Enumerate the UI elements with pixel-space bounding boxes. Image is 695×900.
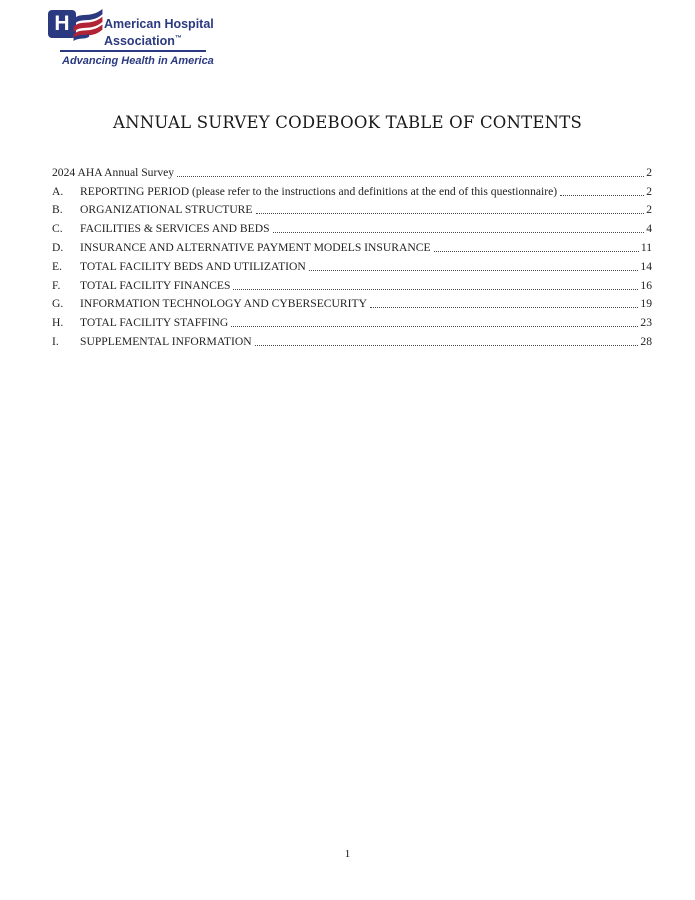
toc-entry-prefix: I. (52, 334, 59, 348)
toc-entry[interactable] (52, 274, 652, 293)
toc-entry-label: ORGANIZATIONAL STRUCTURE (80, 203, 253, 217)
toc-dot-leader (309, 270, 639, 271)
footer-page-number: 1 (344, 848, 351, 860)
toc-entry-page: 28 (640, 334, 652, 348)
toc-dot-leader (231, 326, 638, 327)
toc-entry-label: SUPPLEMENTAL INFORMATION (80, 334, 252, 348)
toc-entry-prefix: C. (52, 222, 63, 236)
toc-entry-prefix: F. (52, 278, 61, 292)
toc-entry[interactable] (52, 255, 652, 274)
logo-tagline: Advancing Health in America (62, 55, 214, 67)
table-of-contents (52, 161, 652, 349)
toc-entry-prefix: G. (52, 297, 64, 311)
toc-dot-leader (273, 232, 645, 233)
toc-dot-leader (560, 195, 644, 196)
toc-entry-page: 2 (646, 203, 652, 217)
aha-logo (48, 8, 248, 70)
toc-entry-label: TOTAL FACILITY STAFFING (80, 316, 229, 330)
toc-entry-prefix: H. (52, 316, 64, 330)
toc-entry[interactable] (52, 236, 652, 255)
toc-entry-page: 14 (640, 259, 652, 273)
toc-entry[interactable] (52, 217, 652, 236)
toc-entry[interactable] (52, 199, 652, 218)
logo-divider (60, 50, 206, 52)
toc-entry-prefix: E. (52, 259, 62, 273)
page-title: ANNUAL SURVEY CODEBOOK TABLE OF CONTENTS (113, 113, 582, 132)
aha-h-letter: H (54, 11, 70, 35)
toc-entry[interactable] (52, 293, 652, 312)
toc-entry-prefix: D. (52, 240, 64, 254)
toc-entry-label: TOTAL FACILITY BEDS AND UTILIZATION (80, 259, 306, 273)
toc-entry-page: 4 (646, 222, 652, 236)
toc-dot-leader (256, 213, 645, 214)
toc-dot-leader (255, 345, 639, 346)
toc-entry[interactable] (52, 330, 652, 349)
logo-name-line2: Association™ (104, 33, 182, 48)
toc-entry-label: FACILITIES & SERVICES AND BEDS (80, 222, 270, 236)
toc-dot-leader (434, 251, 639, 252)
toc-entry-page: 2 (646, 184, 652, 198)
logo-name-line1: American Hospital (104, 17, 214, 31)
toc-entry-label: INSURANCE AND ALTERNATIVE PAYMENT MODELS INSURANCE (80, 240, 431, 254)
toc-entry[interactable] (52, 161, 652, 180)
toc-dot-leader (233, 289, 638, 290)
toc-entry-label: REPORTING PERIOD (please refer to the instructions and definitions at the end of this questionnaire) (80, 184, 558, 198)
toc-entry[interactable] (52, 311, 652, 330)
toc-entry-page: 23 (640, 316, 652, 330)
toc-entry-page: 2 (646, 165, 652, 179)
aha-flag-stripes-icon (72, 8, 104, 41)
trademark-symbol: ™ (174, 34, 182, 42)
toc-entry-page: 19 (640, 297, 652, 311)
toc-entry-page: 11 (640, 240, 652, 254)
toc-entry-page: 16 (640, 278, 652, 292)
toc-dot-leader (177, 176, 644, 177)
toc-entry-prefix: A. (52, 184, 64, 198)
toc-dot-leader (370, 307, 638, 308)
toc-entry-label: TOTAL FACILITY FINANCES (80, 278, 231, 292)
toc-entry[interactable] (52, 180, 652, 199)
logo-wordmark (104, 18, 214, 48)
toc-entry-label: INFORMATION TECHNOLOGY AND CYBERSECURITY (80, 297, 367, 311)
toc-entry-prefix: B. (52, 203, 63, 217)
toc-entry-label: 2024 AHA Annual Survey (52, 165, 175, 179)
